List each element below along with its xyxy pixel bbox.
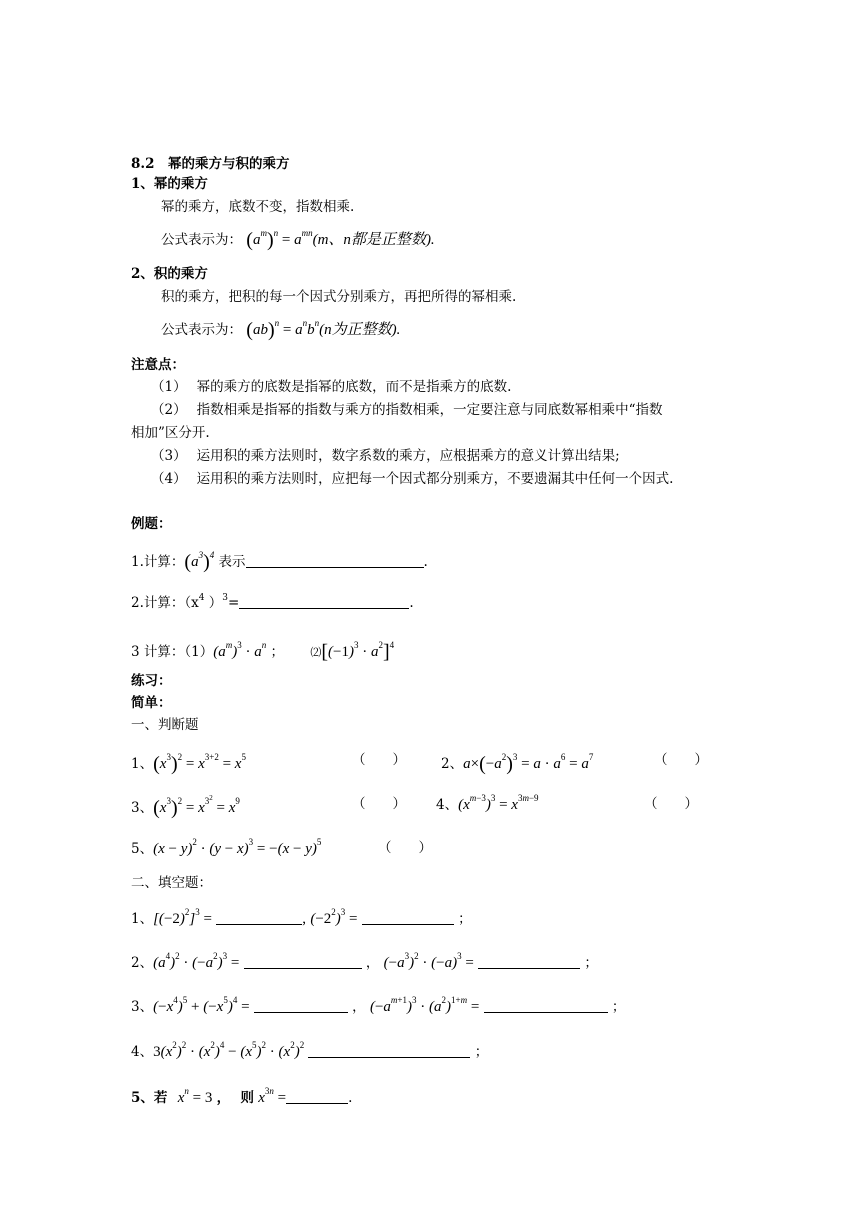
- note-item: （2） 指数相乘是指幂的指数与乘方的指数相乘，一定要注意与同底数幂相乘中“指数: [151, 402, 663, 418]
- judge-paren[interactable]: （ ）: [378, 840, 432, 856]
- fill-q5: 5、若 $x^n = 3$ ， 则 $x^{3n}$ = .: [131, 1086, 353, 1106]
- fill-heading: 二、填空题：: [131, 875, 212, 891]
- answer-blank[interactable]: [216, 910, 302, 925]
- page-title: 8.2 幂的乘方与积的乘方: [131, 156, 290, 172]
- fill-q3: 3、$(-x^4)^5 + (-x^5)^4$ = ， $(-a^{m+1})^3 \cdot (a^2)^{1+m}$ = ；: [131, 995, 626, 1015]
- answer-blank[interactable]: [362, 910, 454, 925]
- note-item: （3） 运用积的乘方法则时，数字系数的乘方，应根据乘方的意义计算出结果;: [151, 448, 620, 464]
- examples-heading: 例题：: [131, 516, 172, 532]
- answer-blank[interactable]: [286, 1089, 348, 1104]
- section1-formula: 公式表示为： $(a^m)^n = a^{mn}(m$、n都是正整数).: [161, 228, 435, 251]
- example-2: 2.计算：（$x^4$ ）$^3$= .: [131, 592, 414, 611]
- section2-heading: 2、积的乘方: [131, 266, 208, 282]
- judge-q4: 4、$(x^{m-3})^3 = x^{3m-9}$: [436, 793, 539, 813]
- section1-heading: 1、幂的乘方: [131, 176, 208, 192]
- answer-blank[interactable]: [239, 594, 409, 609]
- section2-formula: 公式表示为： $(ab)^n = a^nb^n(n$为正整数).: [161, 318, 401, 341]
- example-3: 3 计算：$(1)(a^m)^3 \cdot a^n$ ； $⑵[(-1)^3 \cdot a^2]^4$: [131, 640, 395, 663]
- judge-paren[interactable]: （ ）: [352, 796, 406, 812]
- note-item: 相加”区分开.: [131, 425, 210, 441]
- judge-q5: 5、$(x - y)^2 \cdot (y - x)^3 = -(x - y)^5$: [131, 837, 322, 857]
- judge-q2: 2、$a\times(-a^2)^3 = a \cdot a^6 = a^7$: [441, 752, 594, 775]
- answer-blank[interactable]: [254, 998, 348, 1013]
- note-item: （4） 运用积的乘方法则时，应把每一个因式都分别乘方，不要遗漏其中任何一个因式.: [151, 471, 674, 487]
- judge-paren[interactable]: （ ）: [654, 752, 708, 768]
- section2-rule: 积的乘方，把积的每一个因式分别乘方，再把所得的幂相乘.: [161, 289, 517, 305]
- fill-q2: 2、$(a^4)^2 \cdot (-a^2)^3$ = ， $(-a^3)^2 \cdot (-a)^3$ = ；: [131, 951, 598, 971]
- practice-level: 简单：: [131, 695, 172, 711]
- answer-blank[interactable]: [308, 1043, 470, 1058]
- note-item: （1） 幂的乘方的底数是指幂的底数，而不是指乘方的底数.: [151, 379, 512, 395]
- formula-note: (m、n都是正整数).: [312, 232, 435, 248]
- formula-note: (n为正整数).: [319, 322, 401, 338]
- answer-blank[interactable]: [244, 954, 362, 969]
- formula-prefix: 公式表示为：: [161, 232, 242, 248]
- judge-q3: 3、$(x^3)^2 = x^{3^2} = x^9$: [131, 794, 240, 819]
- example-1: 1.计算：$(a^3)^4$ 表示 .: [131, 550, 428, 573]
- judge-heading: 一、判断题: [131, 717, 199, 733]
- fill-q4: 4、$3(x^2)^2 \cdot (x^2)^4 - (x^5)^2 \cdot (x^2)^2$ ；: [131, 1040, 489, 1060]
- fill-q1: 1、$[(-2)^2]^3$ = , $(-2^2)^3$ = ；: [131, 907, 472, 927]
- answer-blank[interactable]: [478, 954, 580, 969]
- answer-blank[interactable]: [484, 998, 608, 1013]
- practice-heading: 练习：: [131, 673, 172, 689]
- notes-heading: 注意点：: [131, 357, 185, 373]
- judge-q1: 1、$(x^3)^2 = x^{3+2} = x^5$: [131, 752, 246, 775]
- answer-blank[interactable]: [246, 553, 424, 568]
- section1-rule: 幂的乘方，底数不变，指数相乘.: [161, 199, 355, 215]
- judge-paren[interactable]: （ ）: [644, 796, 698, 812]
- formula-prefix: 公式表示为：: [161, 322, 242, 338]
- judge-paren[interactable]: （ ）: [352, 752, 406, 768]
